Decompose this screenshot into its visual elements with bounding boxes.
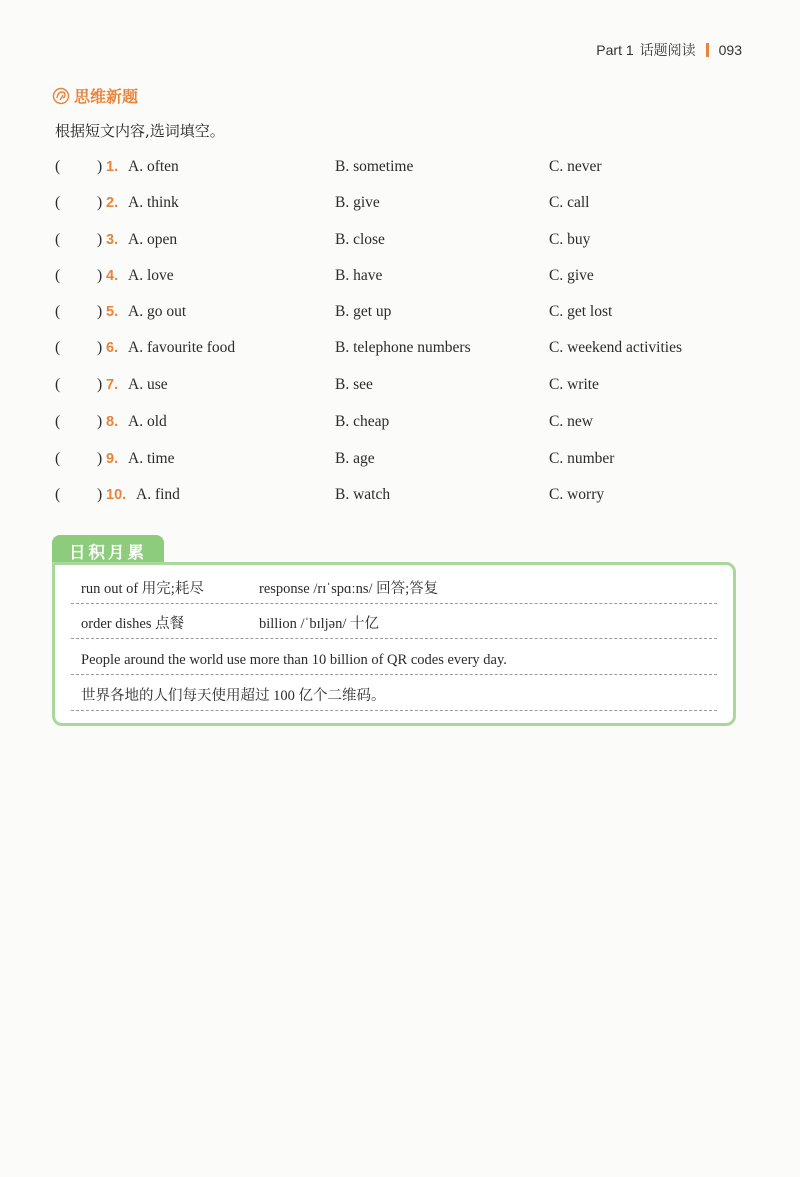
answer-blank-open[interactable]: ( — [55, 413, 61, 430]
question-number: 9. — [106, 451, 119, 467]
vocab-line — [71, 604, 717, 639]
question-number: 4. — [106, 268, 119, 284]
question-number: 7. — [106, 377, 119, 393]
question-number: 6. — [106, 340, 119, 356]
question-row — [0, 413, 800, 443]
example-sentence-zh: 世界各地的人们每天使用超过 100 亿个二维码。 — [81, 688, 386, 704]
answer-blank-close: ) — [97, 450, 103, 467]
question-number: 3. — [106, 232, 119, 248]
option-c: C. number — [549, 450, 615, 467]
thinking-icon — [52, 87, 70, 105]
option-c: C. weekend activities — [549, 339, 682, 356]
question-number: 2. — [106, 195, 119, 211]
option-c: C. call — [549, 194, 590, 211]
option-b: B. cheap — [335, 413, 390, 430]
answer-blank-open[interactable]: ( — [55, 158, 61, 175]
option-b: B. age — [335, 450, 375, 467]
option-c: C. buy — [549, 231, 591, 248]
option-b: B. sometime — [335, 158, 414, 175]
exercise-title-text: 思维新题 — [74, 87, 139, 106]
answer-blank-close: ) — [97, 413, 103, 430]
option-b: B. watch — [335, 486, 391, 503]
vocab-line — [71, 676, 717, 711]
option-a: A. find — [136, 486, 180, 503]
option-b: B. close — [335, 231, 385, 248]
answer-blank-close: ) — [97, 267, 103, 284]
instruction-text: 根据短文内容,选词填空。 — [55, 122, 225, 140]
vocab-box — [52, 562, 736, 726]
option-a: A. use — [128, 376, 168, 393]
answer-blank-open[interactable]: ( — [55, 303, 61, 320]
option-b: B. see — [335, 376, 373, 393]
part-label: Part 1 — [596, 42, 634, 58]
option-a: A. think — [128, 194, 179, 211]
answer-blank-open[interactable]: ( — [55, 450, 61, 467]
vocab-word: billion /ˈbɪljən/ 十亿 — [259, 616, 380, 632]
header-divider — [706, 43, 709, 57]
question-row — [0, 376, 800, 406]
answer-blank-close: ) — [97, 376, 103, 393]
option-a: A. often — [128, 158, 179, 175]
question-number: 5. — [106, 304, 119, 320]
vocab-phrase: order dishes 点餐 — [81, 616, 185, 632]
answer-blank-close: ) — [97, 339, 103, 356]
vocab-phrase: run out of 用完;耗尽 — [81, 581, 204, 597]
vocab-tab-title: 日积月累 — [52, 535, 164, 567]
question-number: 1. — [106, 159, 119, 175]
option-a: A. old — [128, 413, 167, 430]
question-row — [0, 303, 800, 333]
answer-blank-open[interactable]: ( — [55, 267, 61, 284]
option-b: B. give — [335, 194, 380, 211]
option-b: B. telephone numbers — [335, 339, 471, 356]
option-a: A. go out — [128, 303, 187, 320]
vocab-word: response /rɪˈspɑːns/ 回答;答复 — [259, 581, 439, 597]
option-c: C. get lost — [549, 303, 613, 320]
section-label: 话题阅读 — [639, 42, 696, 58]
example-sentence-en: People around the world use more than 10 billion of QR codes every day. — [81, 652, 507, 668]
option-a: A. open — [128, 231, 178, 248]
question-number: 10. — [106, 487, 127, 503]
answer-blank-close: ) — [97, 303, 103, 320]
answer-blank-open[interactable]: ( — [55, 194, 61, 211]
question-row — [0, 194, 800, 224]
vocab-line — [71, 640, 717, 675]
question-row — [0, 339, 800, 369]
question-row — [0, 486, 800, 516]
page-header — [596, 40, 742, 60]
option-b: B. have — [335, 267, 383, 284]
question-row — [0, 158, 800, 188]
option-a: A. love — [128, 267, 174, 284]
option-c: C. new — [549, 413, 593, 430]
question-number: 8. — [106, 414, 119, 430]
answer-blank-close: ) — [97, 486, 103, 503]
option-a: A. favourite food — [128, 339, 236, 356]
answer-blank-open[interactable]: ( — [55, 231, 61, 248]
answer-blank-close: ) — [97, 194, 103, 211]
answer-blank-open[interactable]: ( — [55, 376, 61, 393]
question-row — [0, 267, 800, 297]
question-row — [0, 231, 800, 261]
answer-blank-open[interactable]: ( — [55, 339, 61, 356]
option-c: C. never — [549, 158, 602, 175]
question-row — [0, 450, 800, 480]
vocab-line — [71, 569, 717, 604]
option-c: C. give — [549, 267, 594, 284]
answer-blank-close: ) — [97, 231, 103, 248]
option-a: A. time — [128, 450, 175, 467]
answer-blank-open[interactable]: ( — [55, 486, 61, 503]
option-b: B. get up — [335, 303, 392, 320]
option-c: C. worry — [549, 486, 605, 503]
exercise-title — [52, 84, 138, 107]
answer-blank-close: ) — [97, 158, 103, 175]
page-number: 093 — [718, 42, 742, 58]
option-c: C. write — [549, 376, 599, 393]
